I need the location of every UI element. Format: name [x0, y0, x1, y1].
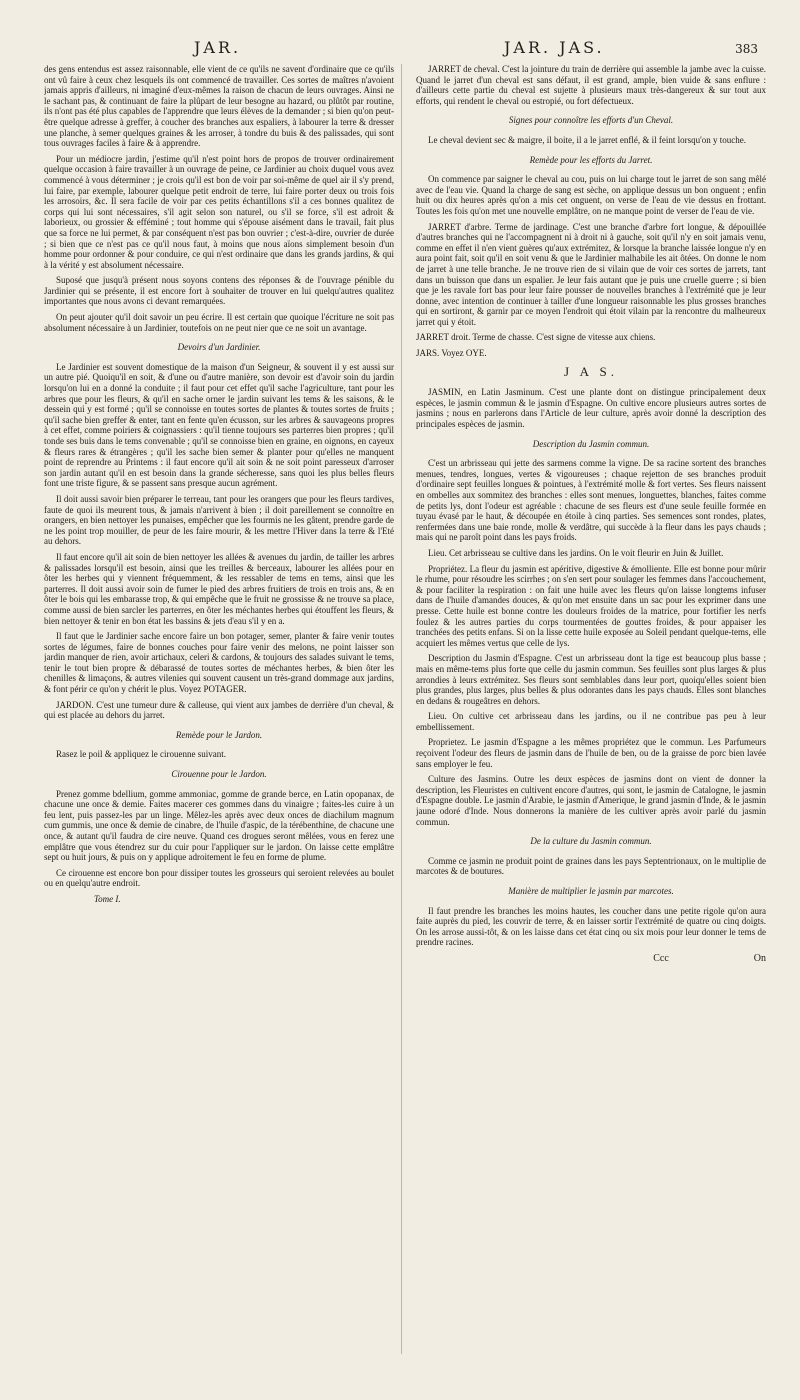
paragraph: Pour un médiocre jardin, j'estime qu'il n'est point hors de propos de trouver ordinairement quelque occasion à faire travailler à un ouvrage de peine, ce Jardinier au choix duquel vous avez commencé à vous déterminer ; je crois qu'il est bon de voir par soi-même de quel air il s'y prend, lui faire, par exemple, labourer quelque petit endroit de terre, lui faire porter deux ou trois fois les arrosoirs, &c. Il sera facile de voir par ces petits échantillons s'il a ces bonnes qualitez de corps qui lui sont nécessaires, s'il agit selon son naturel, ou s'il se force, s'il est adroit & laborieux, ou grossier & efféminé ; tout homme qui s'épouse aisément dans le travail, fait plus que sa force ne lui permet, & par conséquent n'est pas bon ouvrier ; c'est-à-dire, ouvrier de durée ; si bien que ce n'est pas ce qu'il nous faut, à moins que nous aïons simplement besoin d'un homme pour ordonner & pour conduire, ce qui n'est ordinaire que dans les grands jardins, & qui à la vérité y est absolument nécessaire. [44, 153, 394, 270]
signature-and-catchword [416, 954, 766, 965]
section-title: Cirouenne pour le Jardon. [171, 769, 267, 780]
paragraph: des gens entendus est assez raisonnable, elle vient de ce qu'ils ne savent d'ordinaire que ce qu'ils ont vû faire à ceux chez lesquels ils ont commencé de travailler. Ces sortes de maîtres n'avoient jamais appris d'ailleurs, ni imaginé d'eux-mêmes la raison de chacun de leurs ouvrages. Ainsi ne le sachant pas, & continuant de faire la plûpart de leur besogne au hazard, ou plûtôt par routine, ils n'ont pas été plus capables de l'apprendre que leurs élèves de la demander ; si bien qu'on peut-être quelque adresse à greffer, à coucher des branches aux espaliers, à labourer la terre & dresser une planche, à semer quelques graines & les arroser, à tondre du buis & des palissades, qui sont tous ouvrages faciles à faire & à apprendre. [44, 64, 394, 149]
paragraph: JASMIN, en Latin Jasminum. C'est une plante dont on distingue principalement deux espèces, le jasmin commun & le jasmin d'Espagne. On cultive encore plusieurs autres sortes de jasmins ; nous en parlerons dans l'Article de leur culture, après avoir donné la description des principales espèces de jasmin. [416, 387, 766, 430]
paragraph: JARRET de cheval. C'est la jointure du train de derrière qui assemble la jambe avec la cuisse. Quand le jarret d'un cheval est sans défaut, il est grand, ample, bien vuide & sans enflure : d'ailleurs cette partie du cheval est sujette à plusieurs maux très-dangereux & sur tout aux efforts, qui rendent le cheval ou estropié, ou fort défectueux. [416, 64, 766, 106]
header-center: JAR. JAS. [504, 38, 605, 57]
header-left: JAR. [194, 38, 242, 57]
paragraph: Rasez le poil & appliquez le cirouenne suivant. [56, 749, 226, 760]
running-header [44, 30, 766, 64]
paragraph: JARS. Voyez OYE. [416, 348, 487, 359]
paragraph: JARDON. C'est une tumeur dure & calleuse, qui vient aux jambes de derrière d'un cheval, & qui est placée au dehors du jarret. [44, 699, 394, 721]
catchword-left: Tome I. [94, 893, 121, 904]
paragraph: C'est un arbrisseau qui jette des sarmens comme la vigne. De sa racine sortent des branches menues, tendres, longues, vertes & vigoureuses ; chaque rejetton de ses branches produit d'ordinaire sept feuilles longues & pointues, à l'extrémité molle & fort vertes. Ses fleurs naissent en ombelles aux sommitez des branches : elles sont menues, longuettes, blanches, faites comme de petits lys, dont l'odeur est agréable : chacune de ses fleurs est d'une seule feuille formée en tuyau évasé par le haut, & découpée en étoile à cinq parties. Ses semences sont rondes, plates, renfermées dans une baie ronde, molle & verdâtre, qui succède à la fleur dans les pays chauds ; mais qui ne paroît point dans les pays froids. [416, 458, 766, 543]
paragraph: Le cheval devient sec & maigre, il boite, il a le jarret enflé, & il feint lorsqu'on y touche. [428, 134, 747, 145]
signature-mark: Ccc [653, 952, 669, 964]
paragraph: Lieu. On cultive cet arbrisseau dans les jardins, ou il ne contribue pas peu à leur embellissement. [416, 711, 766, 732]
paragraph: Il faut que le Jardinier sache encore faire un bon potager, semer, planter & faire venir toutes sortes de légumes, faire de bonnes couches pour faire venir des melons, ne point laisser son jardin manquer de rien, avoir artichaux, celeri & cardons, & toujours des salades suivant le tems, tenir le tout bien propre & débarassé de toutes sortes de méchantes herbes, & bien ôter les chenilles & limaçons, & autres vilenies qui souvent causent un très-grand dommage aux jardins, & font périr ce qu'on y chérit le plus. Voyez POTAGER. [44, 631, 394, 695]
paragraph: Culture des Jasmins. Outre les deux espèces de jasmins dont on vient de donner la description, les Fleuristes en cultivent encore d'autres, qui sont, le jasmin de Catalogne, le jasmin d'Espagne double. Le jasmin d'Arabie, le jasmin d'Amerique, le grand jasmin d'Inde, & le jasmin jaune odoré d'Inde. Nous donnerons la manière de les cultiver après avoir parlé du jasmin commun. [416, 774, 766, 827]
column-rule [401, 64, 402, 1354]
left-column [44, 64, 394, 1374]
paragraph: Proprietez. Le jasmin d'Espagne a les mêmes propriétez que le commun. Les Parfumeurs reçoivent l'odeur des fleurs de jasmin dans de l'huile de ben, ou de la graisse de porc bien lavée sans employer le feu. [416, 737, 766, 769]
section-title: Remède pour le Jardon. [175, 729, 263, 740]
paragraph: Il doit aussi savoir bien préparer le terreau, tant pour les orangers que pour les fleurs tardives, faute de quoi ils meurent tous, & jamais n'arrivent à bien ; il doit pareillement se connoître en orangers, en bien nettoyer les punaises, empêcher que les fourmis ne les gâtent, prendre garde de ne les point trop mouiller, de peur de les faire mourir, & les mettre l'Hiver dans la terre & l'Eté au dehors. [44, 493, 394, 547]
two-column-body [44, 64, 766, 1374]
paragraph: On peut ajouter qu'il doit savoir un peu écrire. Il est certain que quoique l'écriture ne soit pas absolument nécessaire à un Jardinier, toutefois on ne peut nier que ce ne soit un avantage. [44, 312, 394, 333]
paragraph: Le Jardinier est souvent domestique de la maison d'un Seigneur, & souvent il y est aussi sur un autre pié. Quoiqu'il en soit, & d'une ou d'autre manière, son devoir est d'avoir soin du jardin lorsqu'on lui en a donné la conduite ; il faut pour cet effet qu'il sache l'agriculture, tant pour les arbres que pour les fleurs, & qu'il en sache orner le jardin suivant les tems & les saisons, & le dessein qui y est formé ; qu'il se connoisse en toutes sortes de plantes & toutes sortes de fruits ; qu'il sache bien greffer & enter, tant en fente qu'en écusson, sur les arbres & sauvageons propres à cet effet, comme poiriers & coignassiers : qu'il tienne toujours ses parterres bien propres ; qu'il tonde ses buis dans le tems convenable ; qu'il se connoisse bien en graine, en oignons, en cayeux & fleurs rares & étrangères ; qu'il les sache bien semer & planter pour qu'elles ne manquent point de reprendre au Printems : il faut encore qu'il ait soin & ne soit point paresseux d'arroser son jardin autant qu'il en est besoin dans la grande sécheresse, sans quoi les plus belles fleurs font une triste figure, & se passent sans presque aucun agrément. [44, 361, 394, 489]
paragraph: Comme ce jasmin ne produit point de graines dans les pays Septentrionaux, on le multiplie de marcotes & de boutures. [416, 855, 766, 877]
section-title: Description du Jasmin commun. [532, 438, 650, 449]
paragraph: Lieu. Cet arbrisseau se cultive dans les jardins. On le voit fleurir en Juin & Juillet. [428, 547, 724, 558]
paragraph: Propriétez. La fleur du jasmin est apéritive, digestive & émolliente. Elle est bonne pour mûrir le rhume, pour résoudre les scirrhes ; on s'en sert pour soulager les femmes dans l'accouchement, & pour faciliter la respiration : on fait une huile avec les fleurs qu'on laisse longtems infuser dans de l'huile d'amandes douces, & qu'on met ensuite dans un sac pour les exprimer dans une presse. Cette huile est bonne contre les douleurs froides de la matrice, pour fortifier les nerfs foulez & les autres parties du corps tourmentées de gouttes froides, & pour appaiser les tranchées des petits enfans. Si on la lisse cette huile exposée au Soleil pendant quelque-tems, elle acquiert les mêmes vertus que celle de lys. [416, 563, 766, 648]
paragraph: Description du Jasmin d'Espagne. C'est un arbrisseau dont la tige est beaucoup plus basse ; mais en même-tems plus forte que celle du jasmin commun. Ses feuilles sont plus larges & plus arrondies à leurs extrémitez. Ses fleurs sont semblables dans leur port, quoiqu'elles soient bien plus grandes, plus larges, plus belles & plus odorantes dans les pays chauds. Elles sont blanches en dedans & rougeâtres en dehors. [416, 653, 766, 706]
section-title: J A S. [564, 363, 618, 379]
section-title: Manière de multiplier le jasmin par marcotes. [508, 886, 674, 896]
paragraph: On commence par saigner le cheval au cou, puis on lui charge tout le jarret de son sang mêlé avec de l'eau vie. Quand la charge de sang est sèche, on applique dessus un bon onguent ; enfin huit ou dix heures après qu'on a mis cet onguent, on verse de l'eau de vie dessus en frottant. Toutes les fois qu'on met une nouvelle emplâtre, on ne manque point de verser de l'eau de vie. [416, 174, 766, 216]
paragraph: Il faut encore qu'il ait soin de bien nettoyer les allées & avenues du jardin, de tailler les arbres & palissades lorsqu'il est besoin, ainsi que les treilles & berceaux, labourer les allées pour en ôter les herbes qui y viennent fréquemment, & les ressabler de tems en tems, ainsi que les parterres. Il doit aussi avoir soin de fumer le pied des arbres fruitiers de trois en trois ans, & en ôter le bois qui les embarasse trop, & qui empêche que le fruit ne grossisse & ne trouve sa place, comme aussi de bien sarcler les parterres, en ôter les méchantes herbes qui étouffent les fleurs, & bien nettoyer & tenir en bon état les bassins & jets d'eau s'il y en a. [44, 551, 394, 626]
paragraph: JARRET droit. Terme de chasse. C'est signe de vitesse aux chiens. [416, 332, 656, 343]
section-title: Devoirs d'un Jardinier. [177, 342, 261, 353]
catchword-right: On [753, 952, 766, 964]
section-title: Remède pour les efforts du Jarret. [529, 154, 653, 165]
page-number: 383 [735, 42, 758, 56]
paragraph: Prenez gomme bdellium, gomme ammoniac, gomme de grande berce, en Latin opopanax, de chacune une once & demie. Faites macerer ces gommes dans du vinaigre ; faites-les cuire à un feu lent, puis passez-les par un linge. Mêlez-les après avec deux onces de diachilum magnum cum gummis, une once & demie de cinabre, de l'huile d'aspic, de la térébenthine, de chacune une once, & autant qu'il faudra de cire neuve. Quand ces drogues seront mêlées, vous en ferez une emplâtre que vous étendrez sur du cuir pour l'appliquer sur le jardon. On laisse cette emplâtre sept ou huit jours, & puis on y applique adroitement le feu en forme de plume. [44, 788, 394, 863]
right-column [416, 64, 766, 1374]
section-title: De la culture du Jasmin commun. [530, 836, 652, 847]
section-title: Signes pour connoître les efforts d'un Cheval. [508, 115, 674, 126]
paragraph: Il faut prendre les branches les moins hautes, les coucher dans une petite rigole qu'on aura faite auprès du pied, les couvrir de terre, & en laisser sortir l'extrémité de quatre ou cinq doigts. On les arrose aussi-tôt, & on les laisse dans cet état cinq ou six mois pour leur donner le tems de prendre racines. [416, 905, 766, 948]
paragraph: Ce cirouenne est encore bon pour dissiper toutes les grosseurs qui seroient relevées au boulet ou en quelqu'autre endroit. [44, 867, 394, 889]
paragraph: Suposé que jusqu'à présent nous soyons contens des réponses & de l'ouvrage pénible du Jardinier qui se présente, il est encore fort à souhaiter de trouver en lui quelqu'autres qualitez importantes que nous avons ci devant remarquées. [44, 275, 394, 307]
paragraph: JARRET d'arbre. Terme de jardinage. C'est une branche d'arbre fort longue, & dépouillée d'autres branches qui ne l'accompagnent ni à droit ni à gauche, soit qu'il n'y en soit jamais venu, comme en effet il n'en vient guères qu'aux extrémitez, & lorsque la branche laissée longue n'y en aura point fait, soit qu'il en soit venu & que le Jardinier malhabile les ait ôtées. On donne le nom de jarret à une telle branche. Je ne trouve rien de si vilain que de voir ces sortes de jarrets, tant dans un buisson que dans un espalier. Je leur fais autant que je puis une cruelle guerre ; si bien que je les ravale fort bas pour leur faire pousser de nouvelles branches à l'extrémité que je leur donne, avec intention de continuer à tailler d'une longueur raisonnable les plus grosses branches qui en sortiront, & garnir par ce moyen l'endroit qui étoit vilain par la rencontre du malheureux jarret qui y étoit. [416, 221, 766, 327]
